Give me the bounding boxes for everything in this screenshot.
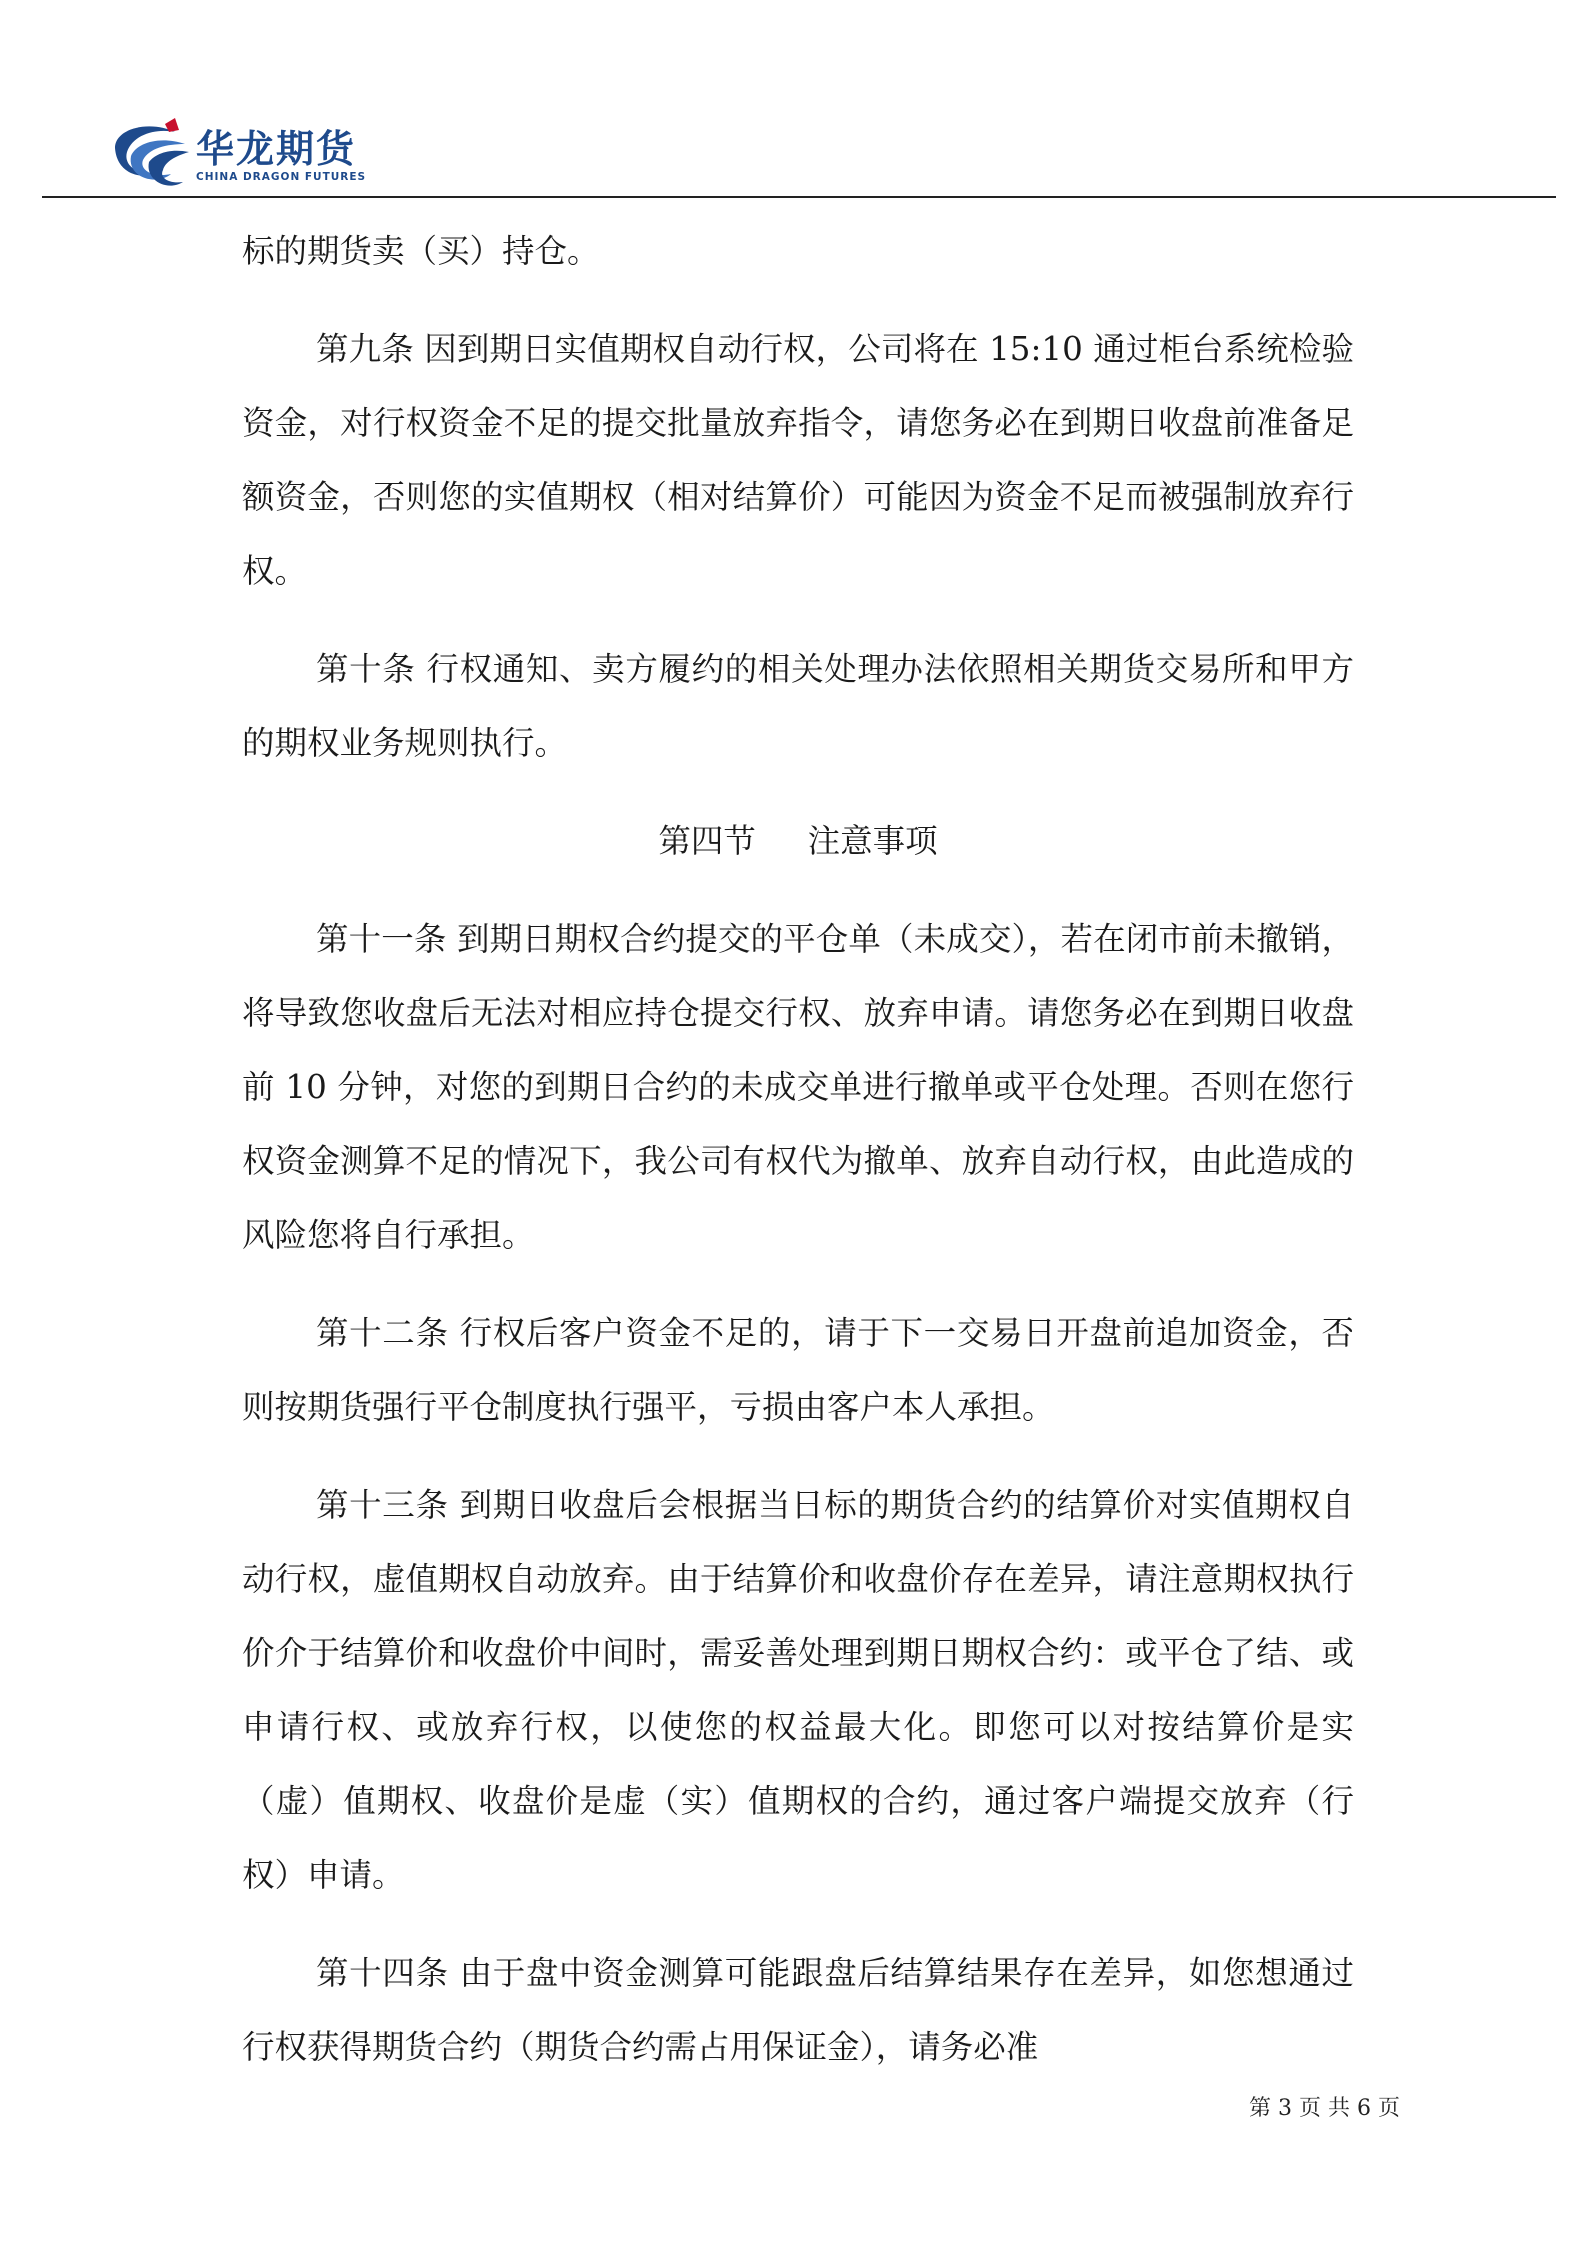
header-divider — [42, 196, 1556, 198]
article-10: 第十条 行权通知、卖方履约的相关处理办法依照相关期货交易所和甲方的期权业务规则执行。 — [242, 650, 1354, 762]
section-heading: 第四节 注意事项 — [658, 822, 938, 860]
document-body — [242, 214, 1354, 2108]
dragon-swoosh-logo-icon — [105, 118, 195, 194]
article-13: 第十三条 到期日收盘后会根据当日标的期货合约的结算价对实值期权自动行权，虚值期权自动放弃。由于结算价和收盘价存在差异，请注意期权执行价介于结算价和收盘价中间时，需妥善处理到期日期权合约：或平仓了结、或申请行权、或放弃行权，以使您的权益最大化。即您可以对按结算价是实（虚）值期权、收盘价是虚（实）值期权的合约，通过客户端提交放弃（行权）申请。 — [242, 1486, 1354, 1894]
brand-name-en: CHINA DRAGON FUTURES — [196, 171, 367, 183]
article-12: 第十二条 行权后客户资金不足的，请于下一交易日开盘前追加资金，否则按期货强行平仓制度执行强平，亏损由客户本人承担。 — [242, 1314, 1354, 1426]
page-header — [0, 0, 1588, 200]
brand-name-cn: 华龙期货 — [196, 127, 357, 171]
article-11: 第十一条 到期日期权合约提交的平仓单（未成交），若在闭市前未撤销，将导致您收盘后无法对相应持仓提交行权、放弃申请。请您务必在到期日收盘前 10 分钟，对您的到期日合约的未成交单进行撤单或平仓处理。否则在您行权资金测算不足的情况下，我公司有权代为撤单、放弃自动行权，由此造成的风险您将自行承担。 — [242, 920, 1354, 1254]
article-14: 第十四条 由于盘中资金测算可能跟盘后结算结果存在差异，如您想通过行权获得期货合约（期货合约需占用保证金），请务必准 — [242, 1954, 1354, 2066]
page-number: 第 3 页 共 6 页 — [1249, 2096, 1400, 2121]
article-9: 第九条 因到期日实值期权自动行权，公司将在 15:10 通过柜台系统检验资金，对行权资金不足的提交批量放弃指令，请您务必在到期日收盘前准备足额资金，否则您的实值期权（相对结算价）可能因为资金不足而被强制放弃行权。 — [242, 330, 1354, 590]
paragraph-continuation: 标的期货卖（买）持仓。 — [242, 232, 600, 270]
